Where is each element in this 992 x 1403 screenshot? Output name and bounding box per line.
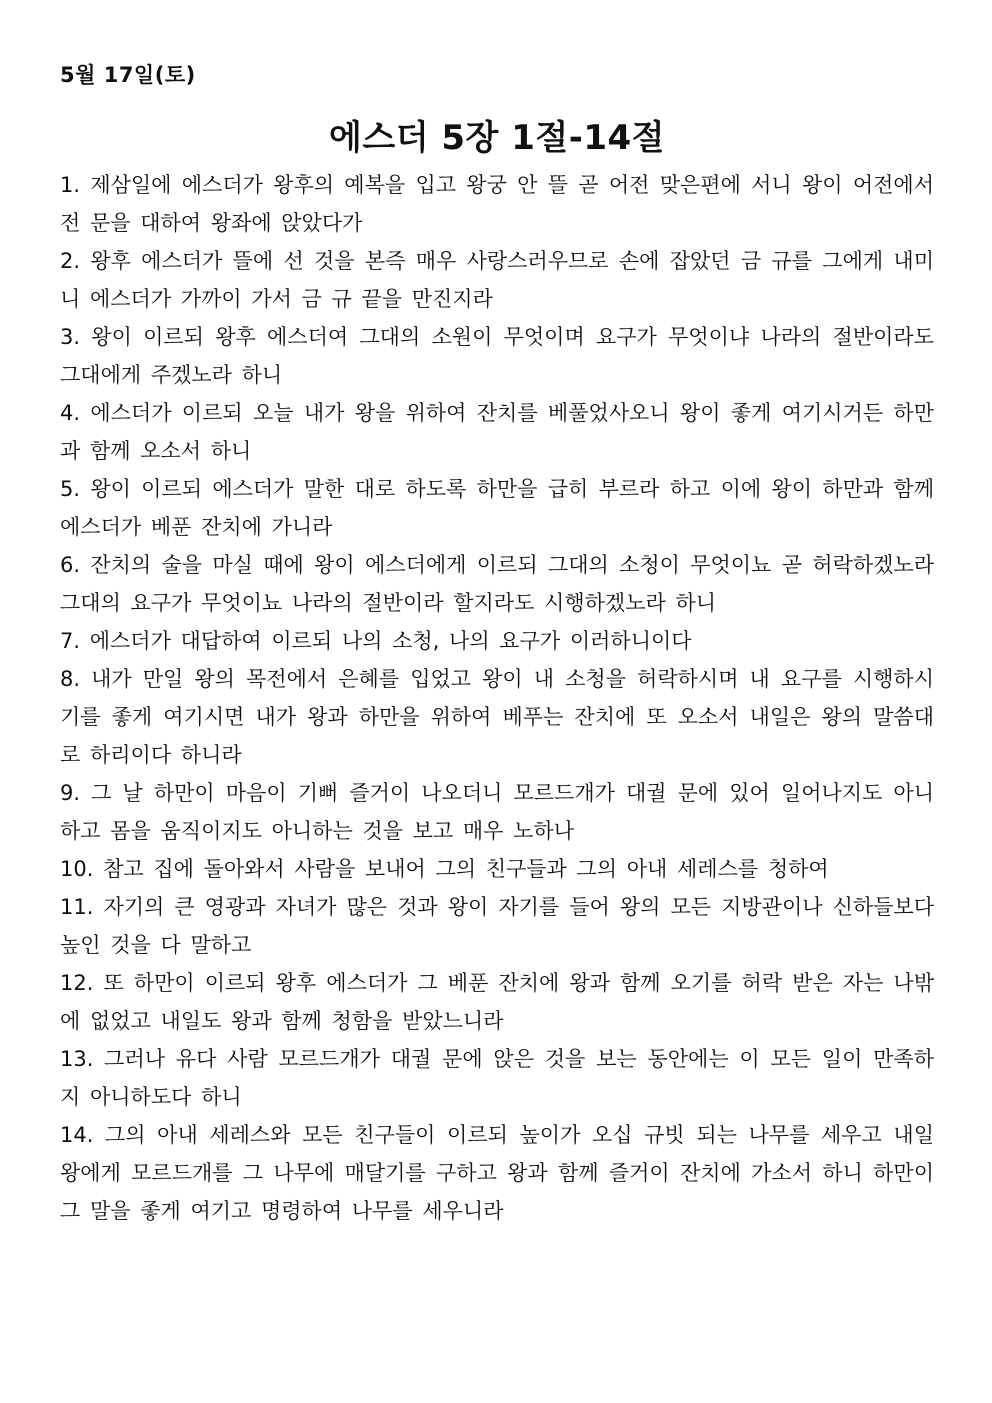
verse-14: 14. 그의 아내 세레스와 모든 친구들이 이르되 높이가 오십 규빗 되는 나무를 세우고 내일 왕에게 모르드개를 그 나무에 매달기를 구하고 왕과 함께 즐거이 잔치에 가소서 하니 하만이 그 말을 좋게 여기고 명령하여 나무를 세우니라: [60, 1123, 934, 1223]
document-page: [60, 62, 934, 1230]
verse-10: 10. 참고 집에 돌아와서 사람을 보내어 그의 친구들과 그의 아내 세레스를 청하여: [60, 857, 829, 881]
verse-13: 13. 그러나 유다 사람 모르드개가 대궐 문에 앉은 것을 보는 동안에는 이 모든 일이 만족하지 아니하도다 하니: [60, 1047, 934, 1109]
verse-1: 1. 제삼일에 에스더가 왕후의 예복을 입고 왕궁 안 뜰 곧 어전 맞은편에 서니 왕이 어전에서 전 문을 대하여 왕좌에 앉았다가: [60, 173, 934, 235]
verse-5: 5. 왕이 이르되 에스더가 말한 대로 하도록 하만을 급히 부르라 하고 이에 왕이 하만과 함께 에스더가 베푼 잔치에 가니라: [60, 477, 934, 539]
verse-7: 7. 에스더가 대답하여 이르되 나의 소청, 나의 요구가 이러하니이다: [60, 629, 692, 653]
verse-2: 2. 왕후 에스더가 뜰에 선 것을 본즉 매우 사랑스러우므로 손에 잡았던 금 규를 그에게 내미니 에스더가 가까이 가서 금 규 끝을 만진지라: [60, 249, 934, 311]
verse-list: [60, 166, 934, 1230]
verse-6: 6. 잔치의 술을 마실 때에 왕이 에스더에게 이르되 그대의 소청이 무엇이뇨 곧 허락하겠노라 그대의 요구가 무엇이뇨 나라의 절반이라 할지라도 시행하겠노라 하니: [60, 553, 934, 615]
page-title: 에스더 5장 1절-14절: [329, 118, 665, 158]
verse-3: 3. 왕이 이르되 왕후 에스더여 그대의 소원이 무엇이며 요구가 무엇이냐 나라의 절반이라도 그대에게 주겠노라 하니: [60, 325, 934, 387]
verse-4: 4. 에스더가 이르되 오늘 내가 왕을 위하여 잔치를 베풀었사오니 왕이 좋게 여기시거든 하만과 함께 오소서 하니: [60, 401, 934, 463]
verse-12: 12. 또 하만이 이르되 왕후 에스더가 그 베푼 잔치에 왕과 함께 오기를 허락 받은 자는 나밖에 없었고 내일도 왕과 함께 청함을 받았느니라: [60, 971, 934, 1033]
verse-11: 11. 자기의 큰 영광과 자녀가 많은 것과 왕이 자기를 들어 왕의 모든 지방관이나 신하들보다 높인 것을 다 말하고: [60, 895, 934, 957]
date-label: 5월 17일(토): [60, 63, 196, 87]
verse-8: 8. 내가 만일 왕의 목전에서 은혜를 입었고 왕이 내 소청을 허락하시며 내 요구를 시행하시기를 좋게 여기시면 내가 왕과 하만을 위하여 베푸는 잔치에 또 오소서 내일은 왕의 말씀대로 하리이다 하니라: [60, 667, 934, 767]
verse-9: 9. 그 날 하만이 마음이 기뻐 즐거이 나오더니 모르드개가 대궐 문에 있어 일어나지도 아니하고 몸을 움직이지도 아니하는 것을 보고 매우 노하나: [60, 781, 934, 843]
